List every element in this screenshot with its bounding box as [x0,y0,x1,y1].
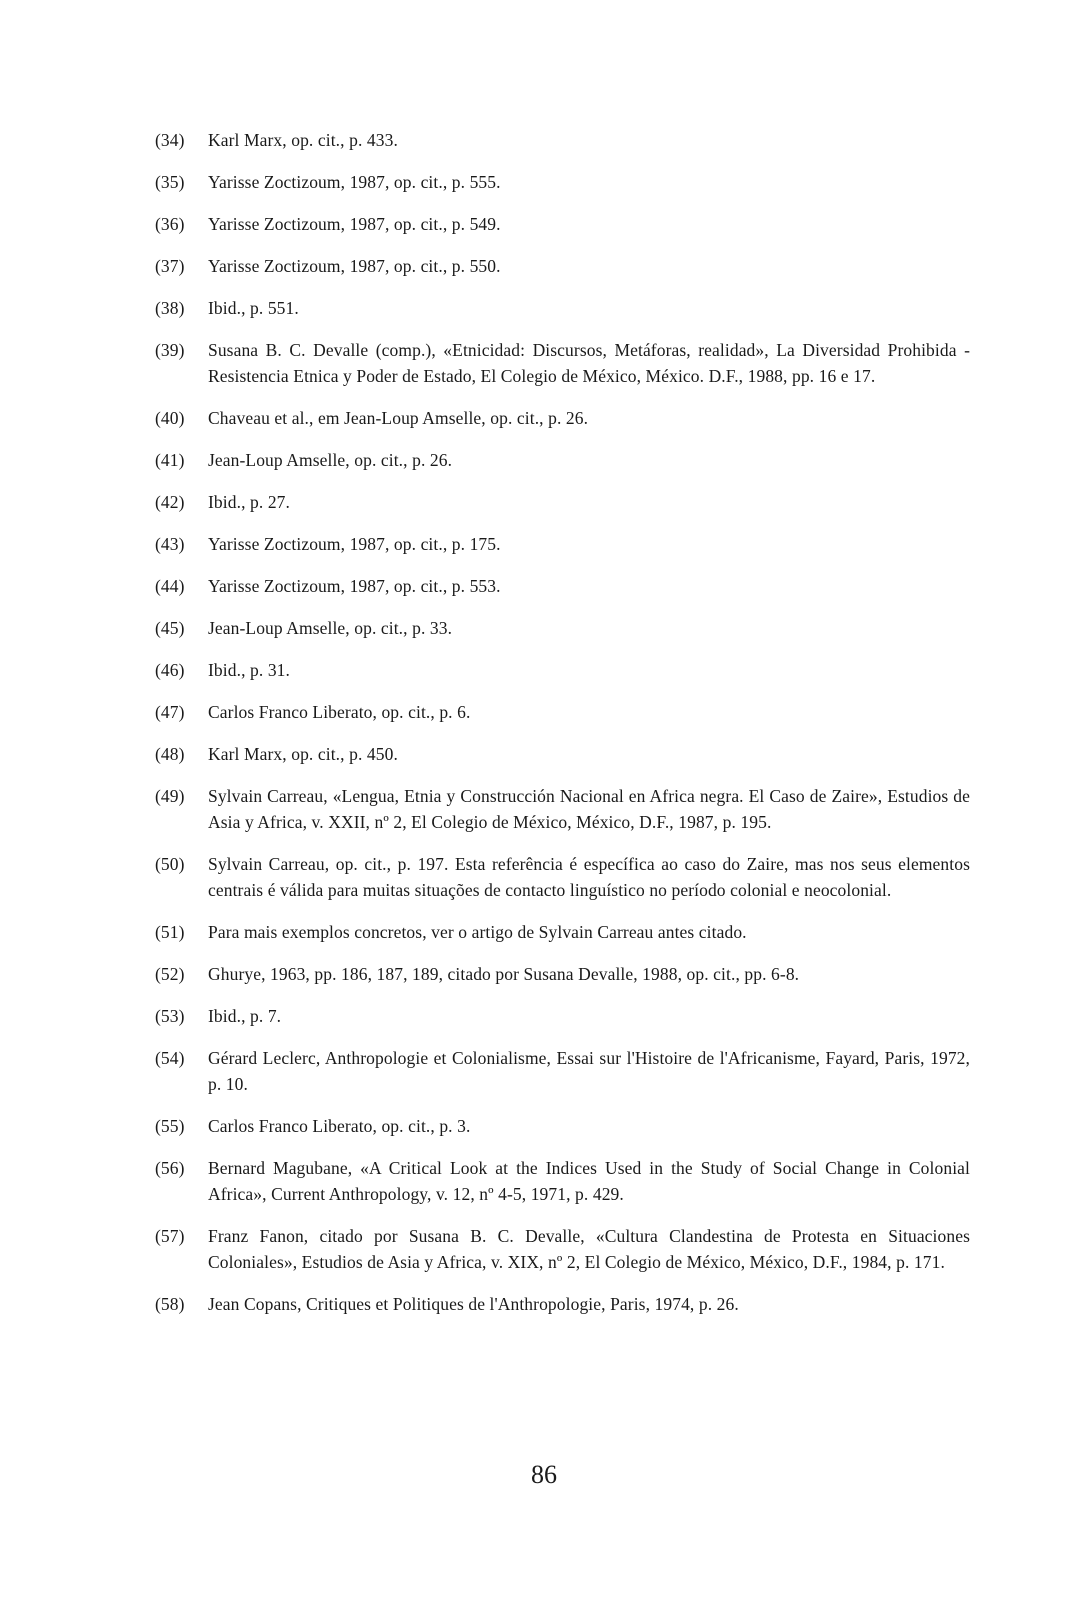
endnote-text: Franz Fanon, citado por Susana B. C. Devalle, «Cultura Clandestina de Protesta en Situaciones Coloniales», Estudios de Asia y Africa, v. XIX, nº 2, El Colegio de México, México, D.F., 1984, p. 171. [208,1226,970,1272]
endnote-number: (37) [155,256,185,276]
endnote [155,741,970,767]
endnote-text: Gérard Leclerc, Anthropologie et Colonialisme, Essai sur l'Histoire de l'Africanisme, Fayard, Paris, 1972, p. 10. [208,1048,970,1094]
endnote-number: (35) [155,172,185,192]
endnote-number: (39) [155,340,185,360]
endnote [155,1155,970,1207]
endnote-text: Ibid., p. 551. [208,298,299,318]
endnote-text: Yarisse Zoctizoum, 1987, op. cit., p. 555. [208,172,501,192]
endnote-text: Karl Marx, op. cit., p. 433. [208,130,398,150]
endnotes-list [155,127,970,1333]
endnote [155,657,970,683]
endnote [155,851,970,903]
endnote-text: Ghurye, 1963, pp. 186, 187, 189, citado por Susana Devalle, 1988, op. cit., pp. 6-8. [208,964,800,984]
endnote-number: (54) [155,1048,185,1068]
endnote [155,919,970,945]
endnote-number: (40) [155,408,185,428]
endnote-number: (49) [155,786,185,806]
endnote [155,531,970,557]
endnote [155,699,970,725]
endnote [155,253,970,279]
endnote-text: Karl Marx, op. cit., p. 450. [208,744,398,764]
endnote [155,573,970,599]
endnote [155,1045,970,1097]
endnote-number: (57) [155,1226,185,1246]
endnote-text: Jean Copans, Critiques et Politiques de l'Anthropologie, Paris, 1974, p. 26. [208,1294,739,1314]
endnote [155,405,970,431]
endnote [155,169,970,195]
endnote [155,783,970,835]
endnote-text: Sylvain Carreau, «Lengua, Etnia y Construcción Nacional en Africa negra. El Caso de Zaire», Estudios de Asia y Africa, v. XXII, nº 2, El Colegio de México, México, D.F., 1987, p. 195. [208,786,970,832]
endnote-text: Yarisse Zoctizoum, 1987, op. cit., p. 553. [208,576,501,596]
endnote [155,1113,970,1139]
endnote-number: (44) [155,576,185,596]
endnote [155,1223,970,1275]
endnote-number: (58) [155,1294,185,1314]
endnote-text: Jean-Loup Amselle, op. cit., p. 33. [208,618,453,638]
endnote [155,961,970,987]
endnote [155,447,970,473]
page-number: 86 [531,1460,557,1489]
endnote [155,615,970,641]
endnote-text: Ibid., p. 27. [208,492,290,512]
endnote-text: Ibid., p. 7. [208,1006,282,1026]
endnote [155,1003,970,1029]
endnote-number: (34) [155,130,185,150]
endnote-text: Susana B. C. Devalle (comp.), «Etnicidad: Discursos, Metáforas, realidad», La Diversidad Prohibida - Resistencia Etnica y Poder de Estado, El Colegio de México, México. D.F., 1988, pp. 16 e 17. [208,340,970,386]
endnote-text: Yarisse Zoctizoum, 1987, op. cit., p. 549. [208,214,501,234]
endnote-number: (53) [155,1006,185,1026]
endnote-number: (43) [155,534,185,554]
endnote-number: (45) [155,618,185,638]
endnote-text: Yarisse Zoctizoum, 1987, op. cit., p. 550. [208,256,501,276]
endnote-number: (52) [155,964,185,984]
endnote-text: Jean-Loup Amselle, op. cit., p. 26. [208,450,453,470]
endnote-text: Chaveau et al., em Jean-Loup Amselle, op. cit., p. 26. [208,408,589,428]
endnote-number: (41) [155,450,185,470]
endnote-text: Ibid., p. 31. [208,660,290,680]
endnote [155,295,970,321]
endnote-text: Para mais exemplos concretos, ver o artigo de Sylvain Carreau antes citado. [208,922,747,942]
endnote-number: (47) [155,702,185,722]
endnote-number: (46) [155,660,185,680]
endnote-number: (50) [155,854,185,874]
endnote-number: (42) [155,492,185,512]
endnote-text: Bernard Magubane, «A Critical Look at the Indices Used in the Study of Social Change in Colonial Africa», Current Anthropology, v. 12, nº 4-5, 1971, p. 429. [208,1158,970,1204]
endnote-number: (36) [155,214,185,234]
endnote-text: Carlos Franco Liberato, op. cit., p. 3. [208,1116,471,1136]
endnote-text: Sylvain Carreau, op. cit., p. 197. Esta referência é específica ao caso do Zaire, mas nos seus elementos centrais é válida para muitas situações de contacto linguístico no período colonial e neocolonial. [208,854,970,900]
endnote-number: (56) [155,1158,185,1178]
endnote-number: (51) [155,922,185,942]
endnote-number: (38) [155,298,185,318]
endnote-text: Carlos Franco Liberato, op. cit., p. 6. [208,702,471,722]
endnote-text: Yarisse Zoctizoum, 1987, op. cit., p. 175. [208,534,501,554]
endnote [155,337,970,389]
endnote [155,489,970,515]
endnote-number: (55) [155,1116,185,1136]
endnote [155,211,970,237]
endnote-number: (48) [155,744,185,764]
endnote [155,127,970,153]
endnote [155,1291,970,1317]
